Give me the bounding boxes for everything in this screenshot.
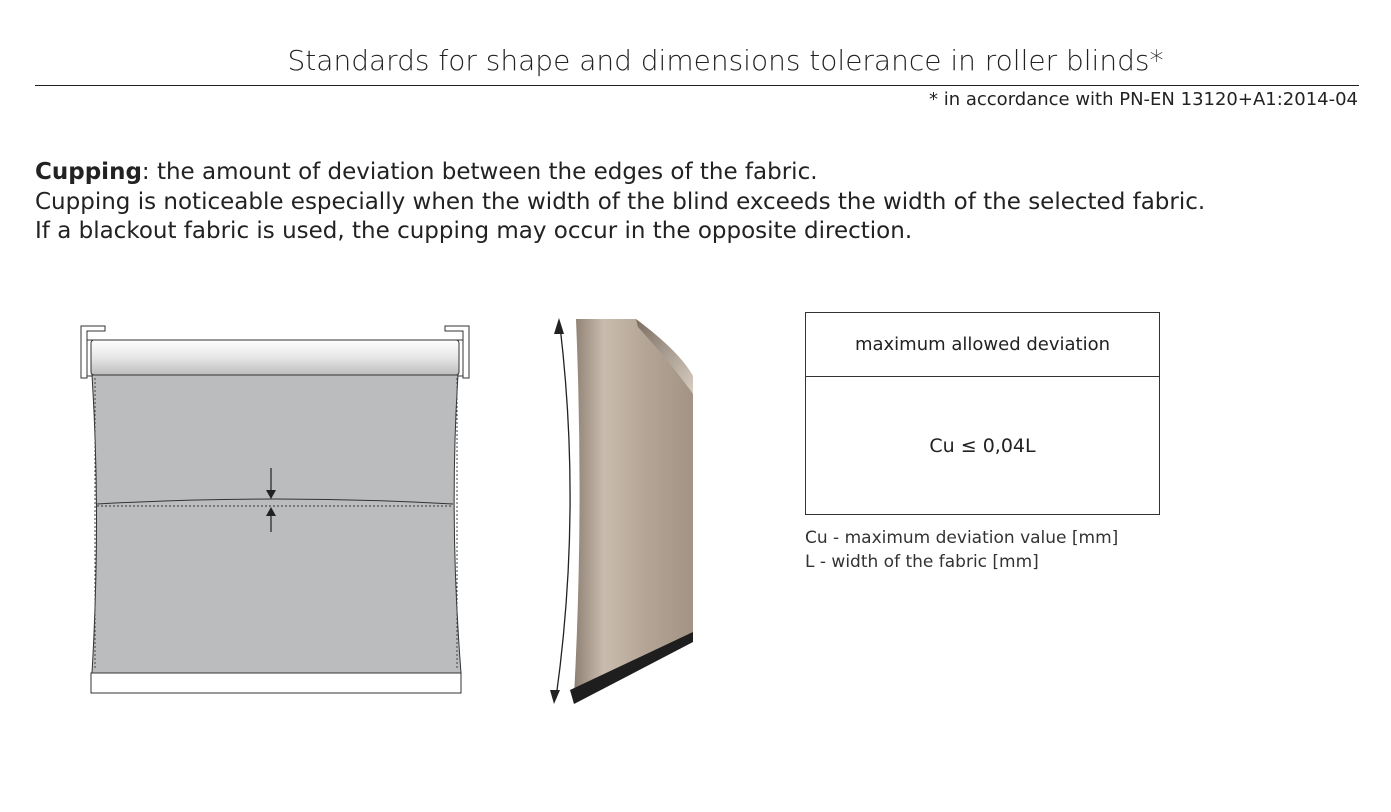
legend-cu: Cu - maximum deviation value [mm] [805, 528, 1119, 548]
roller-blind-side-photo-icon [540, 312, 700, 712]
tolerance-table-header: maximum allowed deviation [806, 313, 1159, 377]
cupping-term: Cupping [35, 159, 142, 185]
roller-tube [91, 340, 459, 375]
title-divider [35, 85, 1359, 86]
page-title: Standards for shape and dimensions tolerance in roller blinds* [287, 44, 1164, 77]
intro-line-2: Cupping is noticeable especially when the width of the blind exceeds the width of the selected fabric. [35, 188, 1206, 215]
intro-line-1 [35, 158, 1205, 188]
blind-fabric [92, 375, 461, 673]
cupping-definition: : the amount of deviation between the edges of the fabric. [141, 159, 818, 185]
bottom-rail [91, 673, 461, 693]
intro-line-3: If a blackout fabric is used, the cupping may occur in the opposite direction. [35, 218, 913, 244]
legend-l: L - width of the fabric [mm] [805, 552, 1039, 572]
standard-footnote: * in accordance with PN-EN 13120+A1:2014-04 [929, 89, 1358, 110]
symbol-legend [805, 526, 1118, 574]
intro-text [35, 158, 1205, 247]
roller-blind-front-diagram-icon [75, 318, 475, 708]
tolerance-table [805, 312, 1160, 515]
tolerance-table-value: Cu ≤ 0,04L [929, 434, 1036, 457]
